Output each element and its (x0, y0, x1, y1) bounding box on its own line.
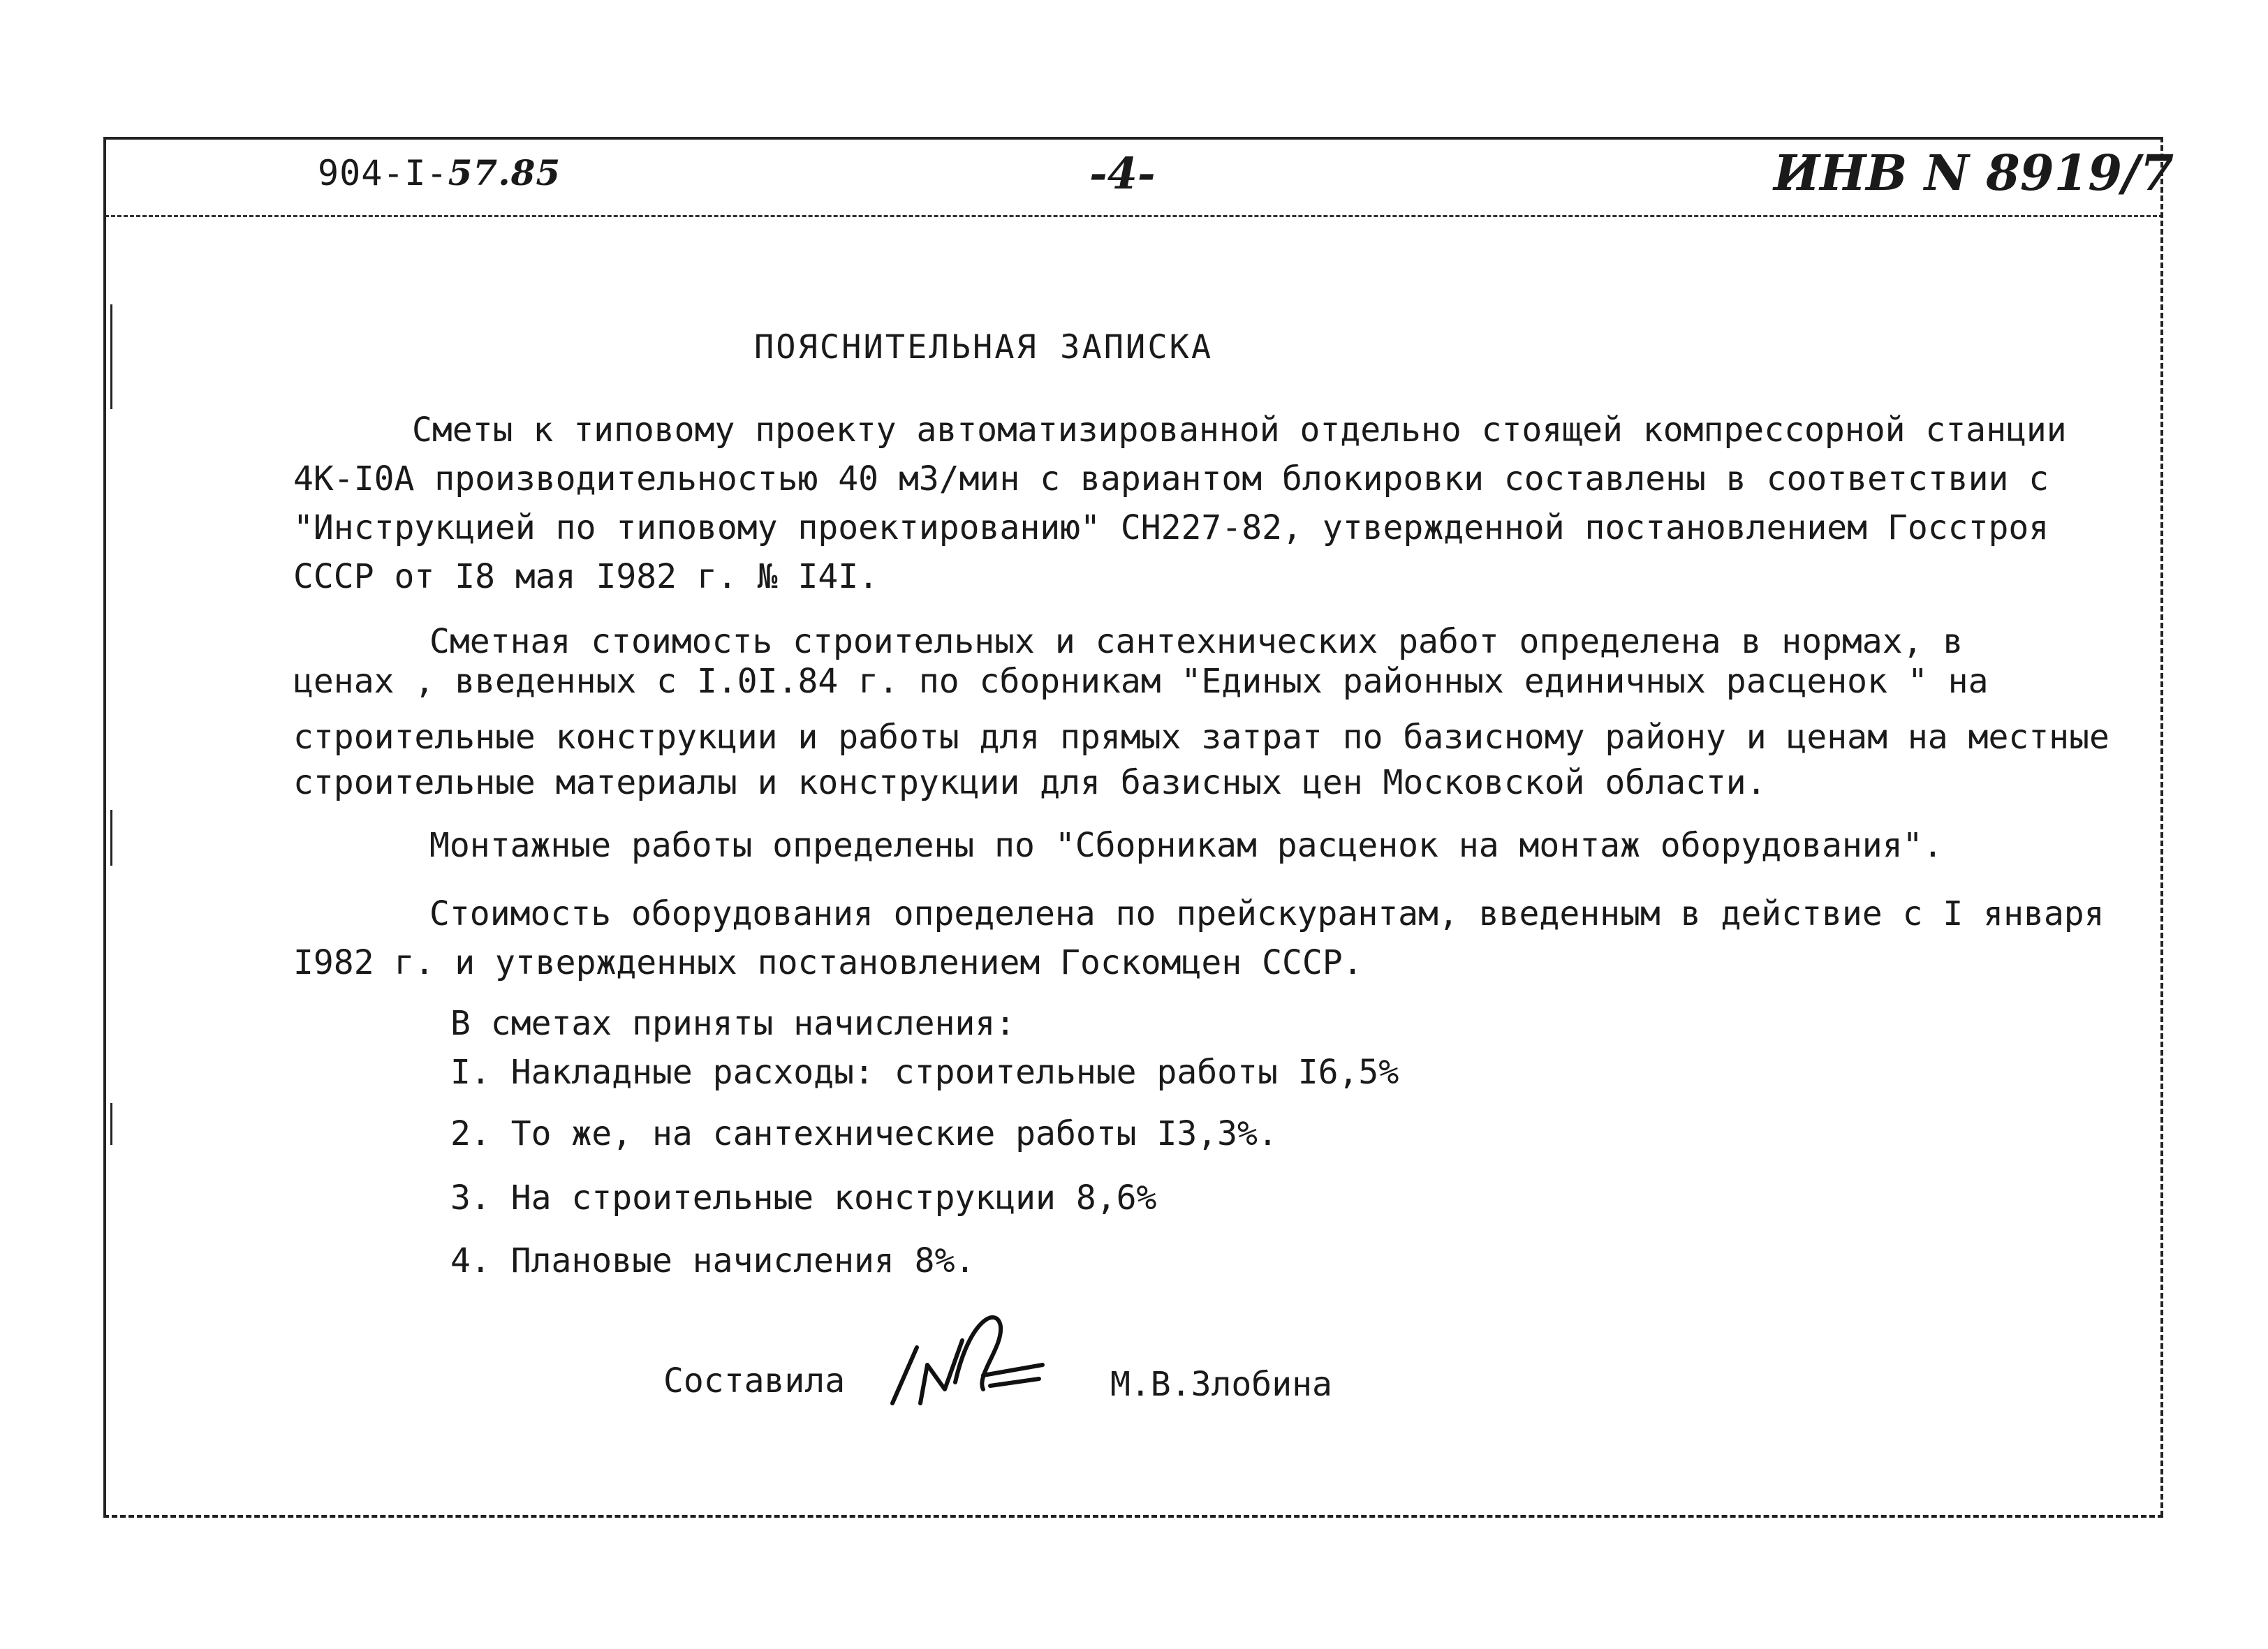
signature-label: Составила (663, 1361, 846, 1400)
frame-bottom-rule (103, 1515, 2163, 1518)
paragraph2-line: строительные материалы и конструкции для базисных цен Московской области. (293, 763, 1767, 802)
accruals-intro: В сметах приняты начисления: (450, 1004, 1016, 1043)
handwritten-signature (878, 1299, 1046, 1417)
page-title: ПОЯСНИТЕЛЬНАЯ ЗАПИСКА (754, 328, 1214, 367)
paragraph4-line: I982 г. и утвержденных постановлением Госкомцен СССР. (293, 943, 1363, 982)
document-code-printed: 904-I- (318, 153, 448, 193)
paragraph1-line: 4К-I0А производительностью 40 м3/мин с вариантом блокировки составлены в соответствии с (293, 459, 2049, 498)
frame-right-rule (2160, 137, 2163, 1516)
accrual-item: I. Накладные расходы: строительные работы I6,5% (450, 1053, 1399, 1092)
page-number: -4- (1089, 148, 1156, 199)
accrual-item: 3. На строительные конструкции 8,6% (450, 1178, 1157, 1218)
inventory-number: ИНВ N 8919/7 (1774, 144, 2174, 202)
paragraph1-line: "Инструкцией по типовому проектированию" СН227-82, утвержденной постановлением Госстроя (293, 508, 2049, 547)
paragraph2-line: ценах , введенных с I.0I.84 г. по сборникам "Единых районных единичных расценок " на (293, 662, 1989, 701)
margin-mark (110, 810, 112, 866)
accrual-item: 2. То же, на сантехнические работы I3,3%. (450, 1114, 1278, 1153)
frame-left-rule (103, 137, 106, 1516)
paragraph2-line: Сметная стоимость строительных и сантехнических работ определена в нормах, в (429, 622, 1964, 661)
document-code-handwritten: 57.85 (448, 152, 561, 193)
margin-mark (110, 304, 112, 409)
paragraph1-line: Сметы к типовому проекту автоматизированной отдельно стоящей компрессорной станции (412, 411, 2067, 450)
frame-top-rule (105, 137, 2163, 140)
paragraph3: Монтажные работы определены по "Сборникам расценок на монтаж оборудования". (429, 826, 1943, 865)
accrual-item: 4. Плановые начисления 8%. (450, 1241, 975, 1280)
document-code (318, 152, 561, 193)
paragraph1-line: СССР от I8 мая I982 г. № I4I. (293, 557, 879, 596)
header-divider (105, 215, 2163, 217)
paragraph2-line: строительные конструкции и работы для прямых затрат по базисному району и ценам на местные (293, 718, 2109, 757)
author-name: М.В.Злобина (1110, 1365, 1332, 1404)
margin-mark (110, 1103, 112, 1145)
paragraph4-line: Стоимость оборудования определена по прейскурантам, введенным в действие с I января (429, 894, 2105, 933)
